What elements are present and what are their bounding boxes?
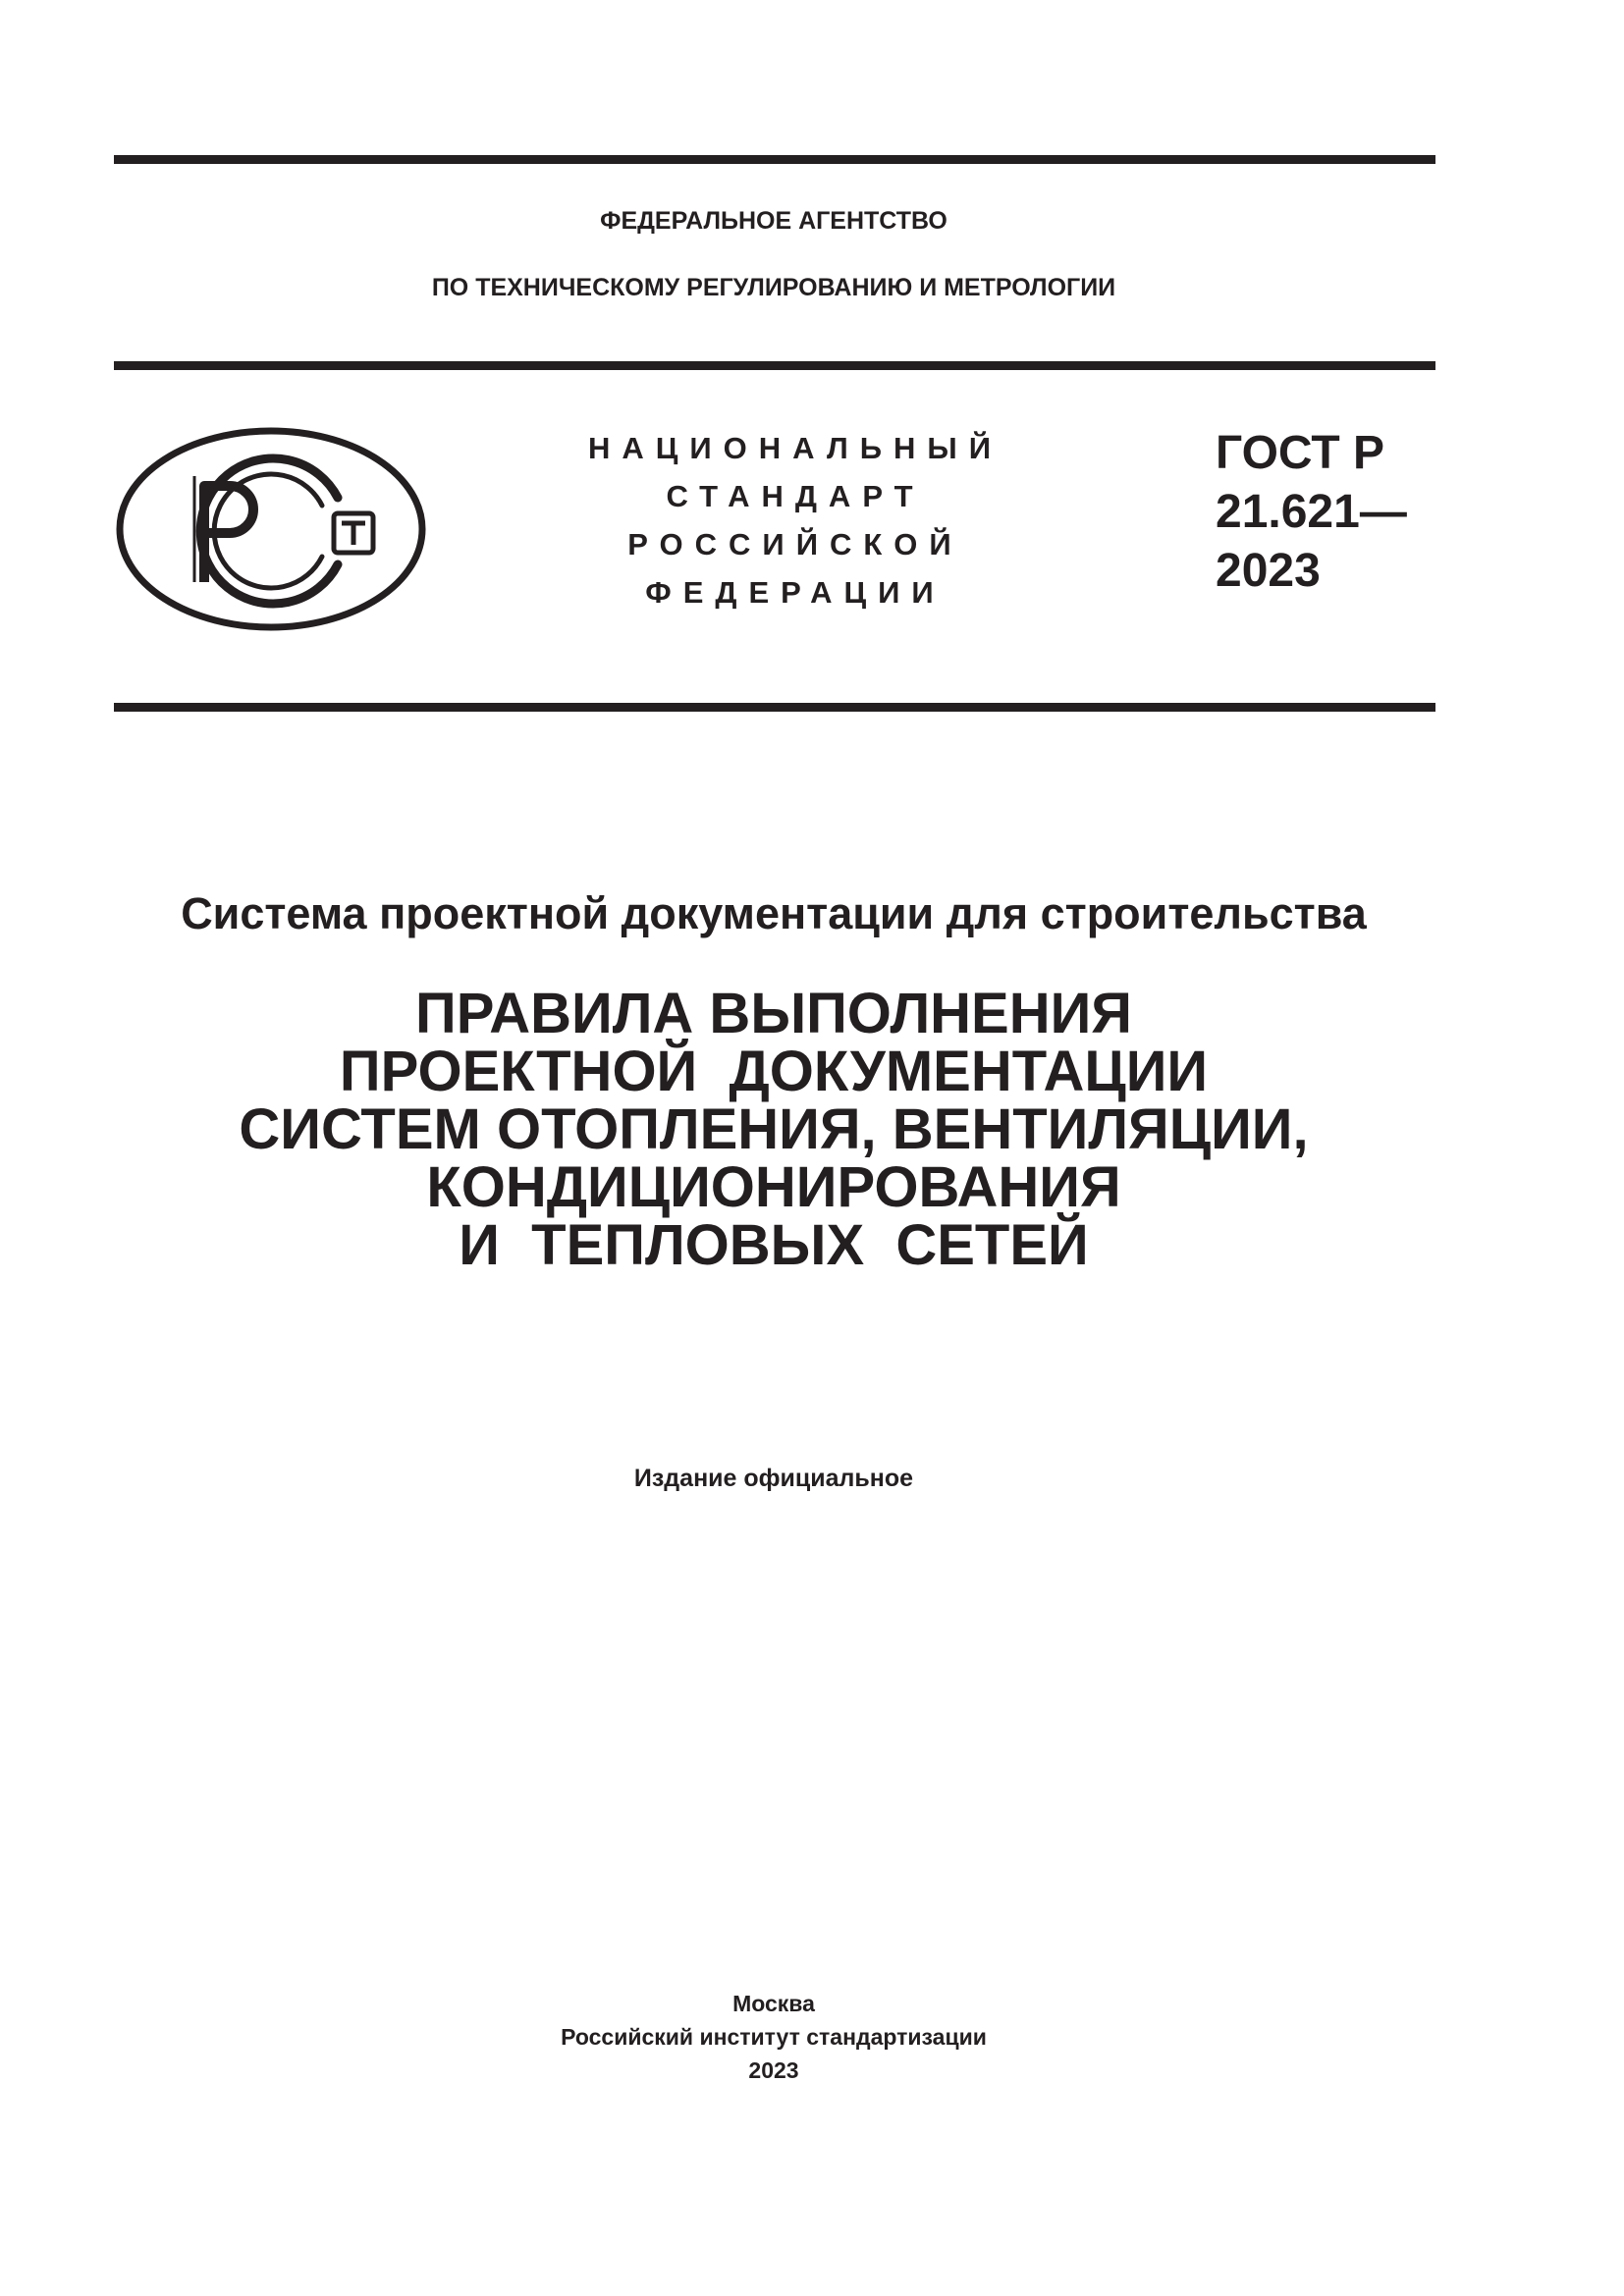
standard-type-line-2: СТАНДАРТ: [666, 479, 925, 513]
document-title: [0, 982, 1547, 1277]
designation-line-3: 2023: [1216, 545, 1321, 597]
designation-line-2: 21.621—: [1216, 486, 1407, 538]
imprint-year: 2023: [748, 2057, 799, 2083]
document-title-line-5: И ТЕПЛОВЫХ СЕТЕЙ: [459, 1213, 1089, 1277]
document-title-line-2: ПРОЕКТНОЙ ДОКУМЕНТАЦИИ: [339, 1040, 1209, 1103]
top-divider: [114, 155, 1435, 164]
standard-type-line-1: НАЦИОНАЛЬНЫЙ: [587, 431, 1003, 465]
agency-name-line-2: ПО ТЕХНИЧЕСКОМУ РЕГУЛИРОВАНИЮ И МЕТРОЛОГИИ: [431, 274, 1116, 301]
document-title-line-1: ПРАВИЛА ВЫПОЛНЕНИЯ: [415, 982, 1132, 1045]
document-title-line-4: КОНДИЦИОНИРОВАНИЯ: [426, 1155, 1121, 1219]
series-title: Система проектной документации для строительства: [181, 888, 1367, 938]
designation-line-1: ГОСТ Р: [1216, 427, 1385, 479]
imprint-publisher: Российский институт стандартизации: [561, 2024, 987, 2050]
header-divider: [114, 361, 1435, 370]
standard-type-label: [550, 424, 1041, 616]
standard-type-line-3: РОССИЙСКОЙ: [627, 527, 963, 561]
imprint-city: Москва: [732, 1991, 815, 2016]
edition-label: Издание официальное: [633, 1465, 914, 1492]
standard-designation: [1216, 424, 1451, 601]
document-title-line-3: СИСТЕМ ОТОПЛЕНИЯ, ВЕНТИЛЯЦИИ,: [239, 1097, 1309, 1161]
standard-type-line-4: ФЕДЕРАЦИИ: [645, 575, 946, 610]
title-divider: [114, 703, 1435, 712]
rst-certification-mark-icon: [114, 425, 428, 633]
agency-name-line-1: ФЕДЕРАЛЬНОЕ АГЕНТСТВО: [600, 207, 947, 235]
imprint: [0, 1987, 1547, 2087]
